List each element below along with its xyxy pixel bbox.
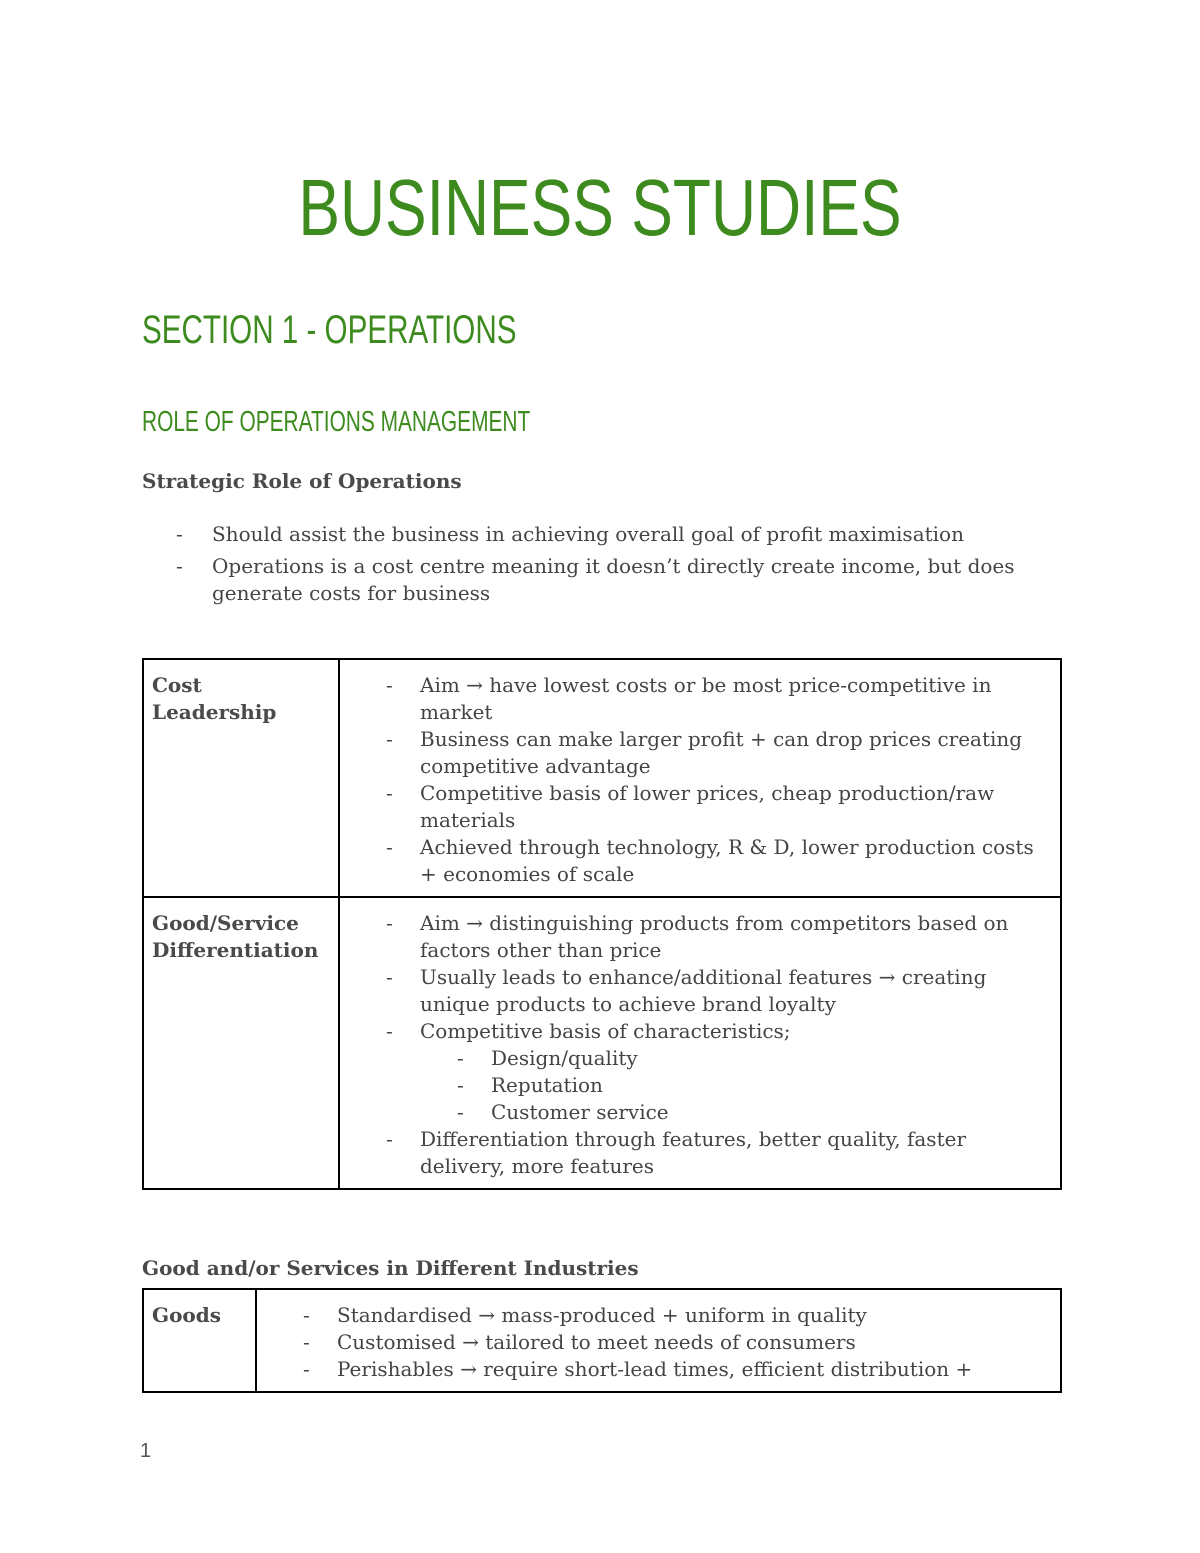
sub-list-item: - Customer service [348, 1099, 1052, 1126]
list-item: - Achieved through technology, R & D, lower production costs + economies of scale [348, 834, 1052, 888]
list-item: - Business can make larger profit + can drop prices creating competitive advantage [348, 726, 1052, 780]
strategic-role-heading: Strategic Role of Operations [142, 469, 462, 493]
row-label-goods: Goods [152, 1303, 222, 1327]
sub-list-item: - Design/quality [348, 1045, 1052, 1072]
table-cell-content [339, 659, 1061, 897]
document-title: BUSINESS STUDIES [298, 163, 902, 252]
page-number: 1 [140, 1440, 152, 1462]
industries-table [142, 1288, 1062, 1393]
list-item: - Customised → tailored to meet needs of consumers [265, 1329, 1052, 1356]
table-cell-label [143, 1289, 256, 1392]
table-row [143, 659, 1061, 897]
list-item: - Perishables → require short-lead times, efficient distribution + [265, 1356, 1052, 1383]
industries-heading: Good and/or Services in Different Industries [142, 1256, 639, 1280]
list-item: - Differentiation through features, better quality, faster delivery, more features [348, 1126, 1052, 1180]
table-cell-label [143, 659, 339, 897]
strategic-role-list [142, 521, 1042, 612]
list-item: - Aim → have lowest costs or be most price-competitive in market [348, 672, 1052, 726]
differentiation-list [348, 910, 1052, 1180]
list-item: - Standardised → mass-produced + uniform in quality [265, 1302, 1052, 1329]
strategy-table [142, 658, 1062, 1190]
row-label-cost-leadership: Cost Leadership [152, 673, 277, 724]
subsection-heading: ROLE OF OPERATIONS MANAGEMENT [142, 406, 531, 438]
list-item: - Should assist the business in achieving overall goal of profit maximisation [142, 521, 1042, 548]
table-cell-label [143, 897, 339, 1189]
list-item: - Competitive basis of lower prices, cheap production/raw materials [348, 780, 1052, 834]
table-row [143, 897, 1061, 1189]
list-item: - Aim → distinguishing products from competitors based on factors other than price [348, 910, 1052, 964]
list-item: - Usually leads to enhance/additional features → creating unique products to achieve brand loyalty [348, 964, 1052, 1018]
row-label-differentiation: Good/Service Differentiation [152, 911, 319, 962]
goods-list [265, 1302, 1052, 1383]
table-row [143, 1289, 1061, 1392]
table-cell-content [339, 897, 1061, 1189]
cost-leadership-list [348, 672, 1052, 888]
list-item: - Operations is a cost centre meaning it doesn’t directly create income, but does generate costs for business [142, 553, 1042, 607]
sub-list-item: - Reputation [348, 1072, 1052, 1099]
section-heading: SECTION 1 - OPERATIONS [142, 308, 517, 352]
table-cell-content [256, 1289, 1061, 1392]
list-item: - Competitive basis of characteristics; [348, 1018, 1052, 1045]
